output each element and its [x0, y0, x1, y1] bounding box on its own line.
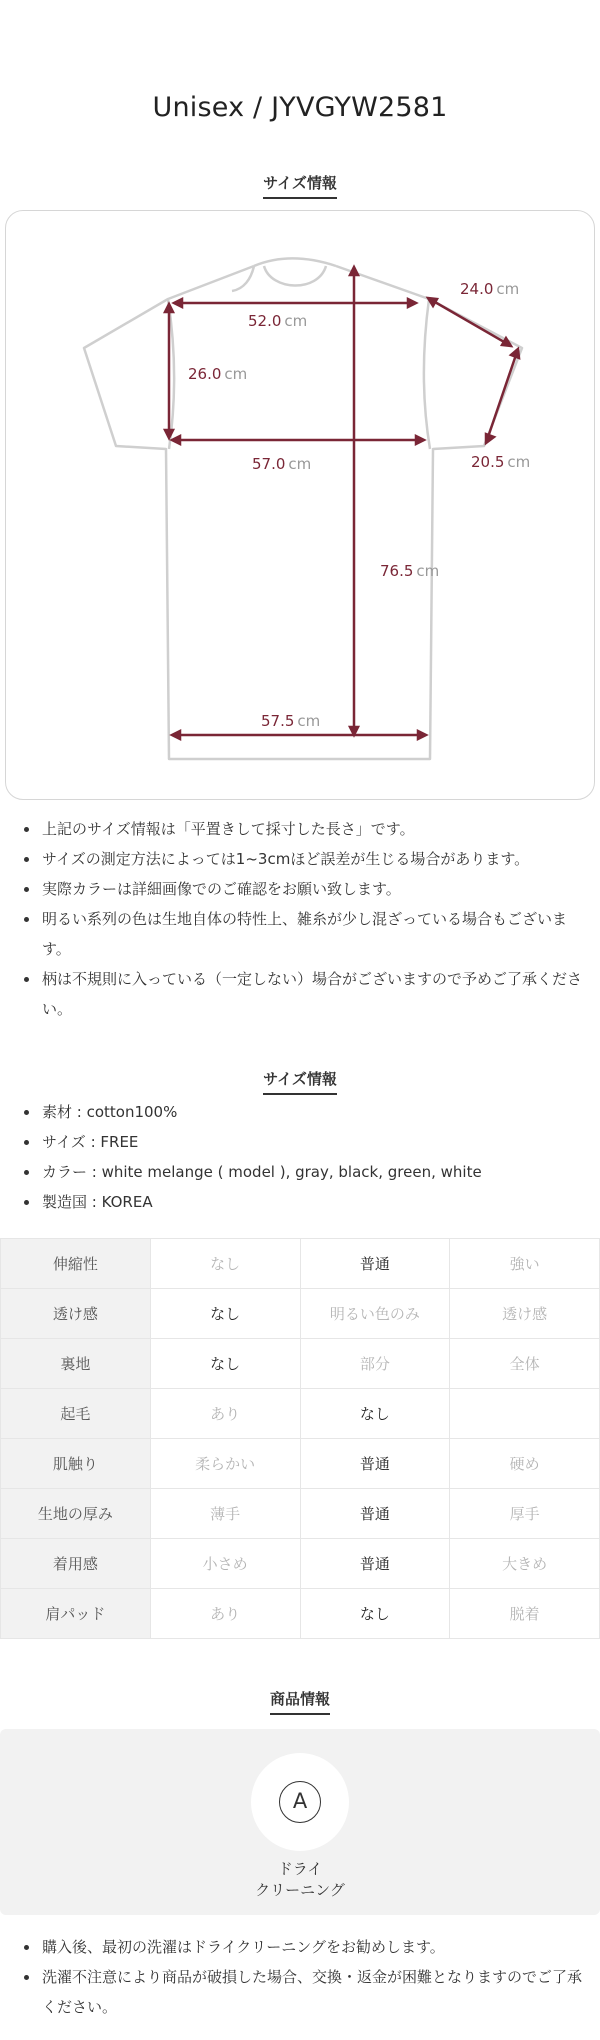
table-row: [1, 1339, 600, 1389]
attribute-option: 小さめ: [150, 1539, 300, 1589]
attribute-option: 柔らかい: [150, 1439, 300, 1489]
fabric-attributes-table: [0, 1238, 600, 1639]
attribute-label: 裏地: [1, 1339, 151, 1389]
list-item: サイズ : FREE: [20, 1127, 590, 1157]
attribute-label: 透け感: [1, 1289, 151, 1339]
care-label-line1: ドライ: [277, 1860, 323, 1878]
attribute-option: 強い: [450, 1239, 600, 1289]
list-item: 柄は不規則に入っている（一定しない）場合がございますので予めご了承ください。: [20, 964, 590, 1024]
attribute-option: 大きめ: [450, 1539, 600, 1589]
sleeve-line: [428, 298, 511, 346]
table-row: [1, 1389, 600, 1439]
tshirt-size-diagram: [6, 211, 596, 801]
care-label-line2: クリーニング: [255, 1881, 345, 1899]
attribute-option-selected: なし: [150, 1339, 300, 1389]
size-info-heading: サイズ情報: [0, 172, 600, 199]
attribute-label: 肌触り: [1, 1439, 151, 1489]
attribute-option: 全体: [450, 1339, 600, 1389]
list-item: 上記のサイズ情報は「平置きして採寸した長さ」です。: [20, 814, 590, 844]
attribute-option-selected: 普通: [300, 1539, 450, 1589]
product-title: Unisex / JYVGYW2581: [152, 92, 448, 123]
list-item: カラー : white melange ( model ), gray, black, green, white: [20, 1157, 590, 1187]
table-row: [1, 1589, 600, 1639]
attribute-option: あり: [150, 1589, 300, 1639]
dry-clean-icon: A: [279, 1781, 321, 1823]
list-item: 実際カラーは詳細画像でのご確認をお願い致します。: [20, 874, 590, 904]
attribute-option: なし: [150, 1239, 300, 1289]
sleeve-opening-line: [486, 349, 518, 443]
width-label: 52.0 cm: [248, 312, 308, 330]
table-row: [1, 1439, 600, 1489]
attribute-option-selected: 普通: [300, 1239, 450, 1289]
attribute-option: 厚手: [450, 1489, 600, 1539]
attribute-option: 硬め: [450, 1439, 600, 1489]
attribute-option-selected: なし: [300, 1389, 450, 1439]
care-notes-list: [20, 1932, 590, 2022]
list-item: 素材 : cotton100%: [20, 1097, 590, 1127]
spec-heading: サイズ情報: [0, 1068, 600, 1095]
attribute-option: 薄手: [150, 1489, 300, 1539]
table-row: [1, 1539, 600, 1589]
list-item: 購入後、最初の洗濯はドライクリーニングをお勧めします。: [20, 1932, 590, 1962]
care-instructions-box: [0, 1729, 600, 1915]
care-icon-circle: [251, 1753, 349, 1851]
hem-label: 57.5 cm: [261, 712, 321, 730]
chest-label: 57.0 cm: [252, 455, 312, 473]
list-item: 製造国 : KOREA: [20, 1187, 590, 1217]
attribute-option-selected: 普通: [300, 1489, 450, 1539]
attribute-option: 脱着: [450, 1589, 600, 1639]
sleeve-label: 24.0 cm: [460, 280, 520, 298]
attribute-label: 肩パッド: [1, 1589, 151, 1639]
list-item: サイズの測定方法によっては1~3cmほど誤差が生じる場合があります。: [20, 844, 590, 874]
list-item: 明るい系列の色は生地自体の特性上、雑糸が少し混ざっている場合もございます。: [20, 904, 590, 964]
product-info-heading: 商品情報: [0, 1688, 600, 1715]
sleeve-opening-label: 20.5 cm: [471, 453, 531, 471]
attribute-label: 生地の厚み: [1, 1489, 151, 1539]
attribute-option: 部分: [300, 1339, 450, 1389]
table-row: [1, 1489, 600, 1539]
attribute-option-selected: 普通: [300, 1439, 450, 1489]
attribute-label: 着用感: [1, 1539, 151, 1589]
armhole-label: 26.0 cm: [188, 365, 248, 383]
table-row: [1, 1289, 600, 1339]
spec-list: [20, 1097, 590, 1217]
list-item: 洗濯不注意により商品が破損した場合、交換・返金が困難となりますのでご了承ください。: [20, 1962, 590, 2022]
attribute-option: [450, 1389, 600, 1439]
measure-lines: [165, 267, 519, 739]
size-notes-list: [20, 814, 590, 1024]
attribute-option-selected: なし: [300, 1589, 450, 1639]
attribute-option: 明るい色のみ: [300, 1289, 450, 1339]
attribute-option: あり: [150, 1389, 300, 1439]
attribute-label: 伸縮性: [1, 1239, 151, 1289]
attribute-label: 起毛: [1, 1389, 151, 1439]
tshirt-outline: [84, 259, 522, 760]
size-diagram-card: [5, 210, 595, 800]
table-row: [1, 1239, 600, 1289]
length-label: 76.5 cm: [380, 562, 440, 580]
attribute-option: 透け感: [450, 1289, 600, 1339]
attribute-option-selected: なし: [150, 1289, 300, 1339]
